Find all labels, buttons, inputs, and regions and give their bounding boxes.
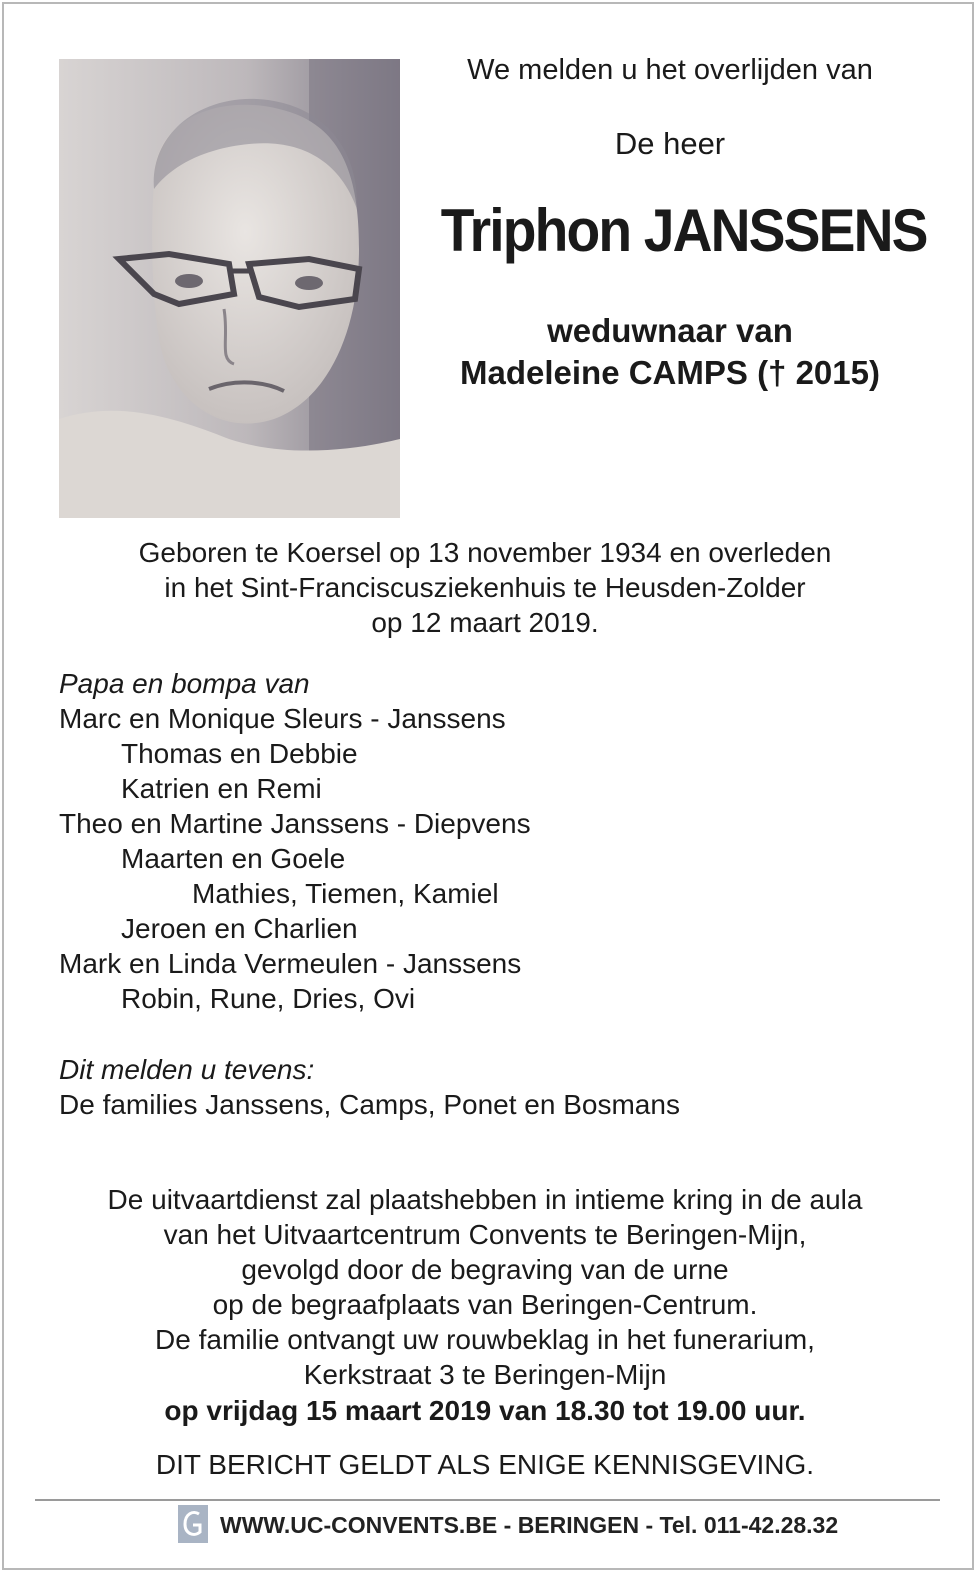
funeral-line: op de begraafplaats van Beringen-Centrum. — [212, 1289, 758, 1320]
funeral-line: Kerkstraat 3 te Beringen-Mijn — [303, 1359, 667, 1390]
convents-logo-icon — [178, 1505, 208, 1543]
funeral-line: De uitvaartdienst zal plaatshebben in intieme kring in de aula — [107, 1184, 863, 1215]
family-line: Maarten en Goele — [121, 843, 346, 874]
family-line: Robin, Rune, Dries, Ovi — [121, 983, 416, 1014]
funeral-line: De familie ontvangt uw rouwbeklag in het funerarium, — [155, 1324, 815, 1355]
relation-text: weduwnaar van — [547, 312, 793, 349]
intro-text: We melden u het overlijden van — [467, 54, 873, 86]
family-line: Mark en Linda Vermeulen - Janssens — [59, 948, 522, 979]
birth-death-line: in het Sint-Franciscusziekenhuis te Heusden-Zolder — [164, 572, 806, 603]
deceased-name: Triphon JANSSENS — [440, 197, 927, 264]
footer-divider — [35, 1499, 940, 1501]
notice-line: DIT BERICHT GELDT ALS ENIGE KENNISGEVING. — [155, 1449, 815, 1480]
family-line: Theo en Martine Janssens - Diepvens — [59, 808, 531, 839]
also-heading: Dit melden u tevens: — [59, 1054, 315, 1085]
family-line: Thomas en Debbie — [121, 738, 358, 769]
family-line: Katrien en Remi — [121, 773, 322, 804]
funeral-line: van het Uitvaartcentrum Convents te Beringen-Mijn, — [163, 1219, 807, 1250]
birth-death-line: Geboren te Koersel op 13 november 1934 en overleden — [138, 537, 832, 568]
family-line: Jeroen en Charlien — [121, 913, 358, 944]
also-line: De families Janssens, Camps, Ponet en Bosmans — [59, 1089, 680, 1120]
footer-contact: WWW.UC-CONVENTS.BE - BERINGEN - Tel. 011-42.28.32 — [220, 1512, 839, 1538]
funeral-date-line: op vrijdag 15 maart 2019 van 18.30 tot 19.00 uur. — [164, 1395, 806, 1426]
funeral-line: gevolgd door de begraving van de urne — [241, 1254, 729, 1285]
family-heading: Papa en bompa van — [59, 668, 310, 699]
family-line: Marc en Monique Sleurs - Janssens — [59, 703, 506, 734]
family-line: Mathies, Tiemen, Kamiel — [192, 878, 499, 909]
salutation: De heer — [614, 126, 726, 161]
portrait-photo — [59, 59, 400, 518]
birth-death-line: op 12 maart 2019. — [371, 607, 599, 638]
spouse-name: Madeleine CAMPS († 2015) — [460, 354, 880, 391]
